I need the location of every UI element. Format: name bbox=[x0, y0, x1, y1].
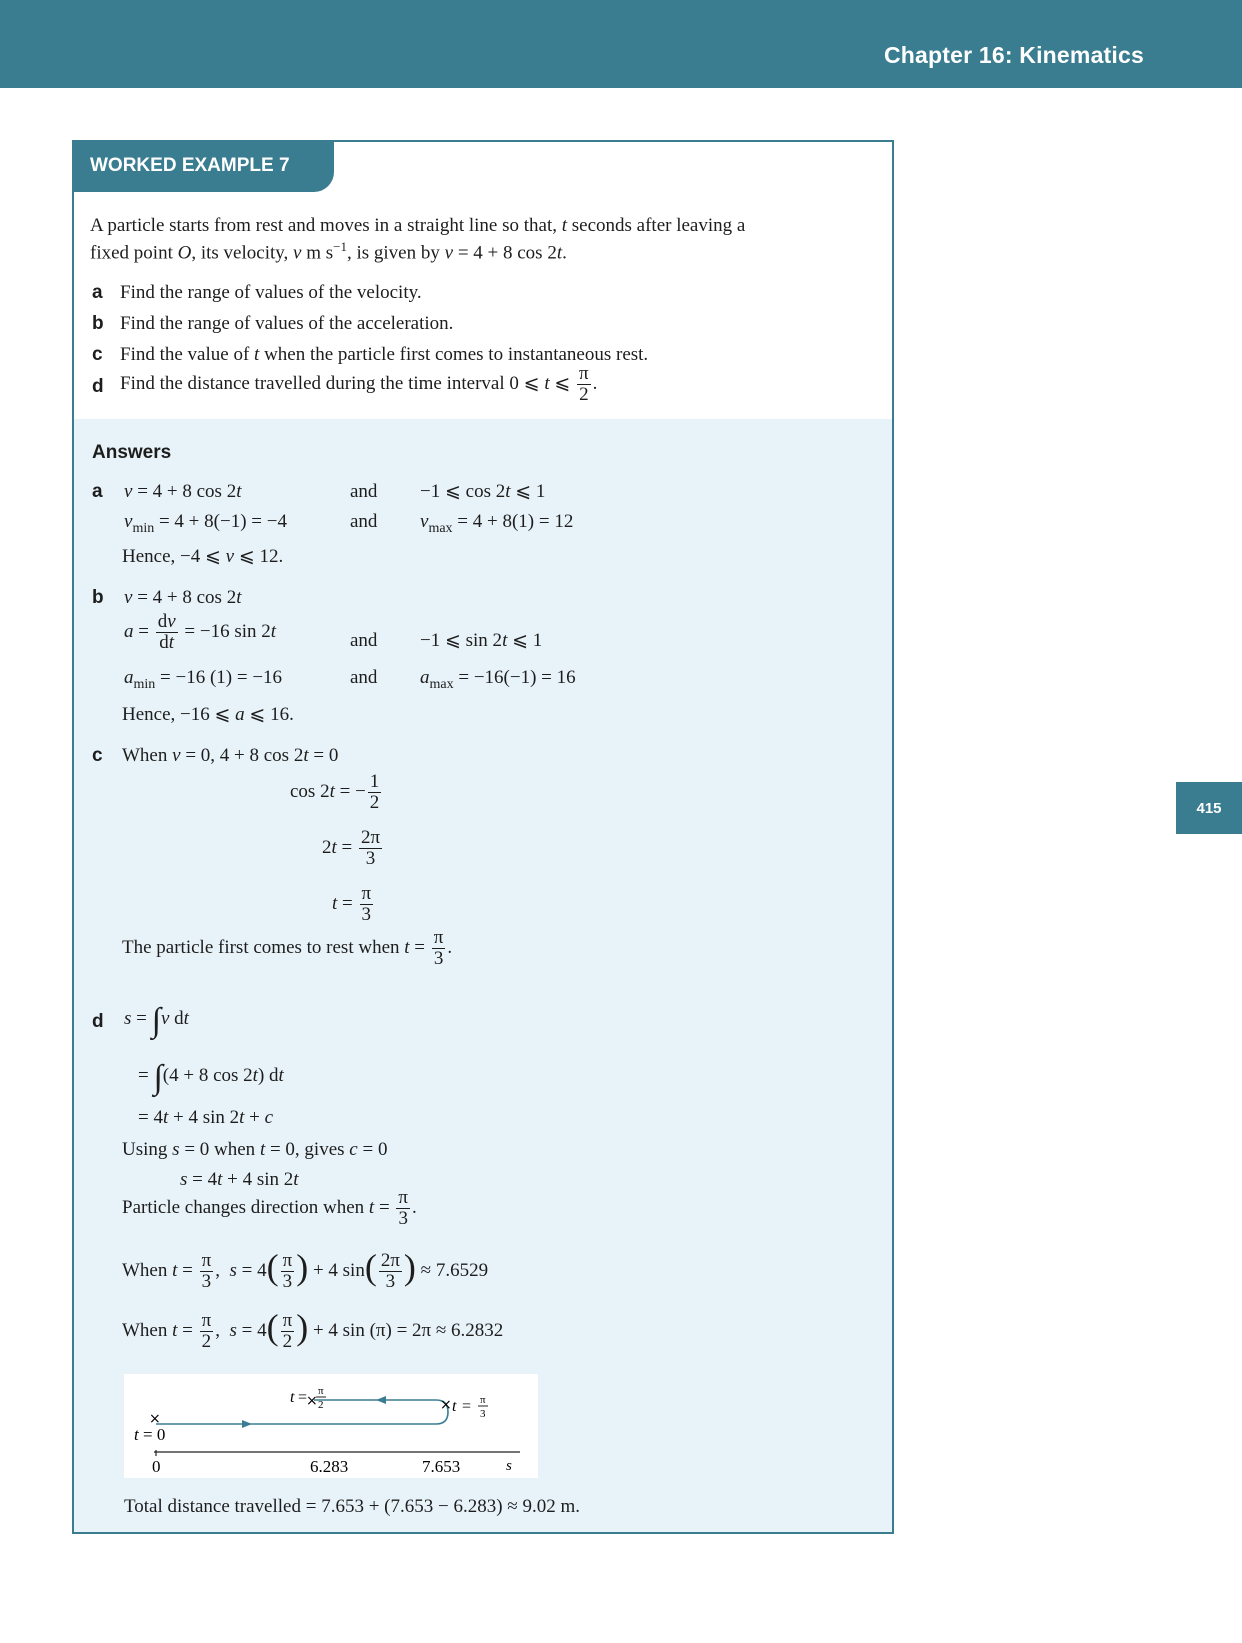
answer-b-label: b bbox=[92, 587, 104, 608]
part-d-text: Find the distance travelled during the time interval 0 ⩽ t ⩽ $\frac{\pi}{2}$ . bbox=[120, 363, 598, 405]
tick-label-0: 0 bbox=[152, 1457, 161, 1476]
answer-c-2t: 2t = $\frac{2\pi}{3}$ bbox=[322, 827, 381, 869]
axis-label-s: s bbox=[506, 1458, 512, 1474]
turn-cross-pi3: × bbox=[440, 1397, 452, 1413]
answer-b-and-1: and bbox=[350, 630, 378, 651]
answer-d-integral-1: s = ∫v dt bbox=[124, 1002, 189, 1039]
answer-d-when-pi2: When t = $\frac{\pi}{2}$ , s = 4( $\frac{\pi}{2}$ ) + 4 sin (π) = 2π ≈ 6.2832 bbox=[122, 1307, 504, 1353]
answer-d-label: d bbox=[92, 1011, 104, 1032]
label-t-pi3-eq: = bbox=[462, 1398, 472, 1415]
answer-a-and-2: and bbox=[350, 511, 378, 532]
answer-c-cos: cos 2t = − $\frac{1}{2}$ bbox=[290, 771, 380, 813]
answers-background bbox=[74, 419, 892, 1532]
turn-cross-pi2: × bbox=[306, 1393, 318, 1409]
answer-b-acceleration: a = $\frac{dv}{dt}$ = −16 sin 2t bbox=[124, 611, 277, 653]
question-line-2: fixed point O, its velocity, v m $s^{-1}$, is given by v = 4 + 8 cos 2t. bbox=[90, 239, 567, 264]
label-t-pi3: t bbox=[452, 1398, 457, 1415]
tick-label-6283: 6.283 bbox=[310, 1457, 349, 1476]
part-c-label: c bbox=[92, 344, 103, 365]
label-t-pi2-eq: = bbox=[298, 1389, 308, 1406]
motion-diagram-svg bbox=[124, 1374, 538, 1478]
return-arrow bbox=[376, 1396, 386, 1404]
worked-example-title: WORKED EXAMPLE 7 bbox=[72, 140, 334, 192]
label-t-pi3-den: 3 bbox=[480, 1408, 486, 1420]
answer-a-hence: Hence, −4 ⩽ v ⩽ 12. bbox=[122, 546, 284, 567]
header-band bbox=[0, 0, 1242, 88]
answer-a-and-1: and bbox=[350, 481, 378, 502]
answer-a-vmax: $v_{max} = 4 + 8(1) = 12$ bbox=[420, 511, 574, 536]
answer-b-range-sin: −1 ⩽ sin 2t ⩽ 1 bbox=[420, 630, 543, 651]
question-line-1: A particle starts from rest and moves in a straight line so that, t seconds after leaving a bbox=[90, 215, 746, 236]
answer-b-and-2: and bbox=[350, 667, 378, 688]
part-a-label: a bbox=[92, 282, 103, 303]
label-t-pi2-den: 2 bbox=[318, 1399, 324, 1411]
start-label: t = 0 bbox=[134, 1425, 166, 1444]
part-a-text: Find the range of values of the velocity. bbox=[120, 282, 422, 303]
answer-c-t: t = $\frac{\pi}{3}$ bbox=[332, 883, 372, 925]
answer-d-integral-2: = ∫(4 + 8 cos 2t) dt bbox=[138, 1059, 284, 1096]
answer-d-direction: Particle changes direction when t = $\frac{\pi}{3}$ . bbox=[122, 1187, 417, 1229]
total-distance: Total distance travelled = 7.653 + (7.653 − 6.283) ≈ 9.02 m. bbox=[124, 1496, 580, 1517]
answer-d-integral-3: = 4t + 4 sin 2t + c bbox=[138, 1107, 274, 1128]
answers-heading: Answers bbox=[92, 442, 172, 463]
label-t-pi3-num: π bbox=[480, 1394, 486, 1406]
forward-arrow bbox=[242, 1420, 252, 1428]
part-b-text: Find the range of values of the acceleration. bbox=[120, 313, 454, 334]
answer-b-hence: Hence, −16 ⩽ a ⩽ 16. bbox=[122, 704, 294, 725]
answer-c-line1: When v = 0, 4 + 8 cos 2t = 0 bbox=[122, 745, 339, 766]
answer-c-conclusion: The particle first comes to rest when t = $\frac{\pi}{3}$ . bbox=[122, 927, 453, 969]
label-t-pi2: t bbox=[290, 1389, 295, 1406]
answer-a-line1: v = 4 + 8 cos 2t bbox=[124, 481, 242, 502]
answer-d-s-equation: s = 4t + 4 sin 2t bbox=[180, 1169, 299, 1190]
start-cross: × bbox=[149, 1411, 161, 1427]
part-c-text: Find the value of t when the particle first comes to instantaneous rest. bbox=[120, 344, 649, 365]
part-b-label: b bbox=[92, 313, 104, 334]
tick-label-7653: 7.653 bbox=[422, 1457, 461, 1476]
part-d-label: d bbox=[92, 376, 104, 397]
label-t-pi2-num: π bbox=[318, 1385, 324, 1397]
answer-c-label: c bbox=[92, 745, 103, 766]
answer-a-vmin: $v_{min} = 4 + 8(-1) = -4$ bbox=[124, 511, 287, 536]
worked-example-box bbox=[72, 140, 894, 1534]
answer-d-using: Using s = 0 when t = 0, gives c = 0 bbox=[122, 1139, 388, 1160]
motion-diagram bbox=[124, 1374, 538, 1478]
page-number: 415 bbox=[1176, 782, 1242, 834]
chapter-title: Chapter 16: Kinematics bbox=[883, 42, 1144, 68]
answer-d-when-pi3: When t = $\frac{\pi}{3}$ , s = 4( $\frac{\pi}{3}$ ) + 4 sin( $\frac{2\pi}{3}$ ) ≈ 7.6529 bbox=[122, 1247, 489, 1293]
answer-a-range-cos: −1 ⩽ cos 2t ⩽ 1 bbox=[420, 481, 546, 502]
answer-b-amax: $a_{max} = -16(-1) = 16$ bbox=[420, 667, 576, 692]
answer-b-amin: $a_{min} = -16$ (1) = −16 bbox=[124, 667, 283, 692]
answer-b-line1: v = 4 + 8 cos 2t bbox=[124, 587, 242, 608]
answer-a-label: a bbox=[92, 481, 103, 502]
